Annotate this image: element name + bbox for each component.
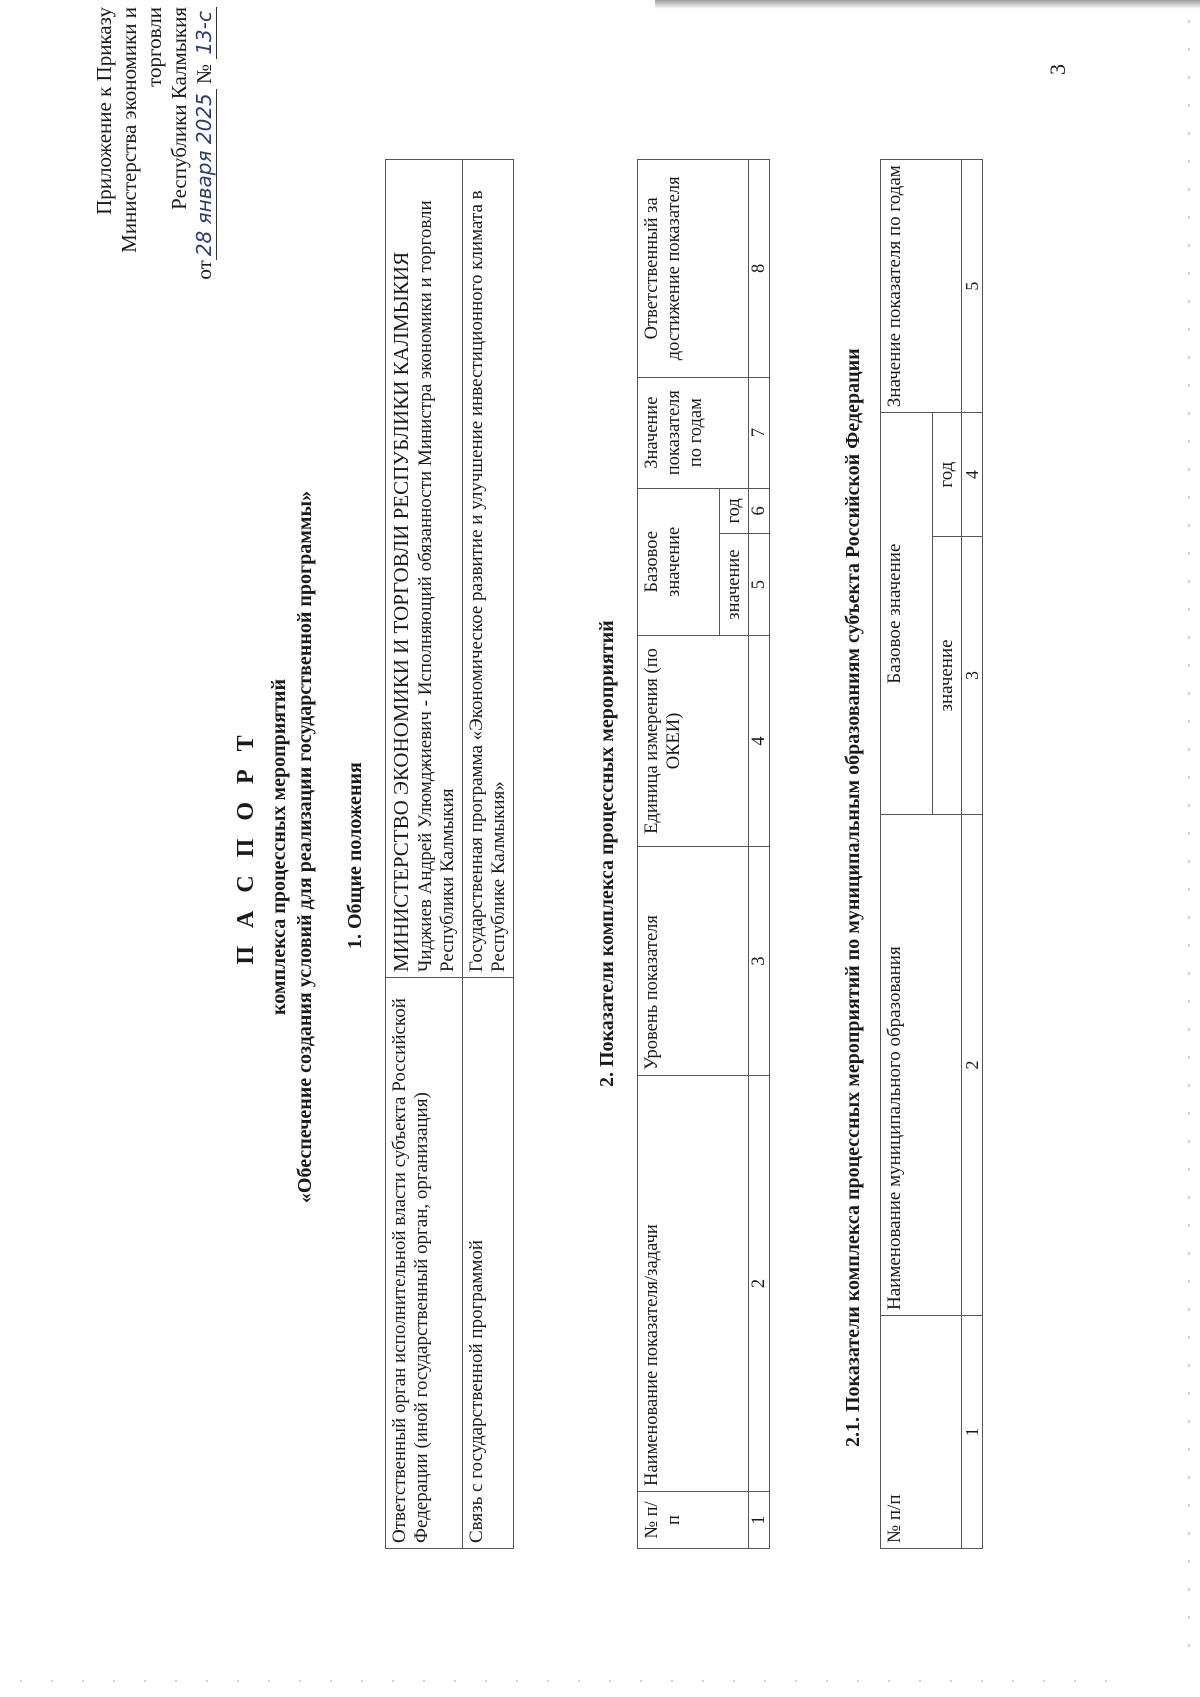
- table-header-row: [881, 160, 933, 1549]
- approval-block: [92, 7, 217, 307]
- table-numbering-row: [962, 160, 983, 1549]
- col-unit-header: Единица измерения (по ОКЕИ): [638, 636, 749, 847]
- col-values-header: Значение показателя по годам: [881, 160, 962, 413]
- responsible-organ-value: [386, 160, 463, 978]
- table-numbering-row: [749, 160, 770, 1549]
- col-number: 2: [962, 815, 983, 1316]
- col-values-header: Значение показателя по годам: [638, 377, 749, 488]
- number-prefix: №: [192, 63, 216, 84]
- col-number: 1: [749, 1492, 770, 1549]
- indicators-table: [637, 159, 770, 1549]
- general-provisions-table: [385, 159, 514, 1549]
- document-subtitle-2: «Обеспечение создания условий для реализации государственной программы»: [294, 490, 316, 1204]
- approval-line-3: Республики Калмыкия: [167, 7, 191, 210]
- col-number: 5: [749, 534, 770, 636]
- table-row: [386, 160, 463, 1549]
- section-2-heading: 2. Показатели комплекса процессных мероприятий: [596, 620, 618, 1087]
- municipal-indicators-table: [880, 159, 983, 1549]
- program-link-value: Государственная программа «Экономическое развитие и улучшение инвестиционного климата в Республике Калмыкия»: [463, 160, 514, 978]
- ministry-name: МИНИСТЕРСТВО ЭКОНОМИКИ И ТОРГОВЛИ РЕСПУБЛИКИ КАЛМЫКИЯ: [389, 251, 413, 972]
- responsible-person: Чиджиев Андрей Улюмджиевич - Исполняющий обязанности Министра экономики и торговли Республики Калмыкия: [415, 200, 458, 972]
- col-num-header: № п/п: [638, 1492, 749, 1549]
- col-base-header: Базовое значение: [881, 413, 933, 815]
- col-name-header: Наименование муниципального образования: [881, 815, 962, 1316]
- col-number: 4: [962, 413, 983, 537]
- col-base-year-header: год: [720, 488, 749, 533]
- table-row: [463, 160, 514, 1549]
- page-number: 3: [1045, 64, 1070, 75]
- col-base-value-header: значение: [720, 534, 749, 636]
- section-2-1-heading: 2.1. Показатели комплекса процессных мероприятий по муниципальным образованиям субъекта Российской Федерации: [842, 348, 864, 1447]
- approval-date: 28 января 2025: [192, 89, 217, 260]
- col-number: 3: [749, 847, 770, 1076]
- approval-date-line: [192, 7, 217, 307]
- col-number: 8: [749, 160, 770, 378]
- col-number: 1: [962, 1316, 983, 1549]
- col-base-value-header: значение: [933, 536, 962, 814]
- document-subtitle-1: комплекса процессных мероприятий: [268, 679, 290, 1015]
- col-name-header: Наименование показателя/задачи: [638, 1076, 749, 1492]
- col-number: 4: [749, 636, 770, 847]
- responsible-organ-label: Ответственный орган исполнительной власти субъекта Российской Федерации (иной государственный орган, организация): [386, 978, 463, 1549]
- program-link-label: Связь с государственной программой: [463, 978, 514, 1549]
- title-block: [232, 257, 318, 1437]
- col-number: 5: [962, 160, 983, 413]
- approval-number: 13-с: [192, 7, 217, 59]
- approval-line-2: Министерства экономики и торговли: [117, 7, 166, 253]
- col-number: 7: [749, 377, 770, 488]
- table-header-row: [638, 160, 720, 1549]
- col-number: 2: [749, 1076, 770, 1492]
- col-base-header: Базовое значение: [638, 488, 720, 635]
- section-1-heading: 1. Общие положения: [344, 762, 366, 949]
- approval-line-1: Приложение к Приказу: [92, 7, 116, 215]
- col-number: 6: [749, 488, 770, 533]
- col-num-header: № п/п: [881, 1316, 962, 1549]
- date-prefix: от: [192, 260, 216, 280]
- col-responsible-header: Ответственный за достижение показателя: [638, 160, 749, 378]
- document-title: П А С П О Р Т: [233, 729, 259, 965]
- col-base-year-header: год: [933, 413, 962, 537]
- col-level-header: Уровень показателя: [638, 847, 749, 1076]
- col-number: 3: [962, 536, 983, 814]
